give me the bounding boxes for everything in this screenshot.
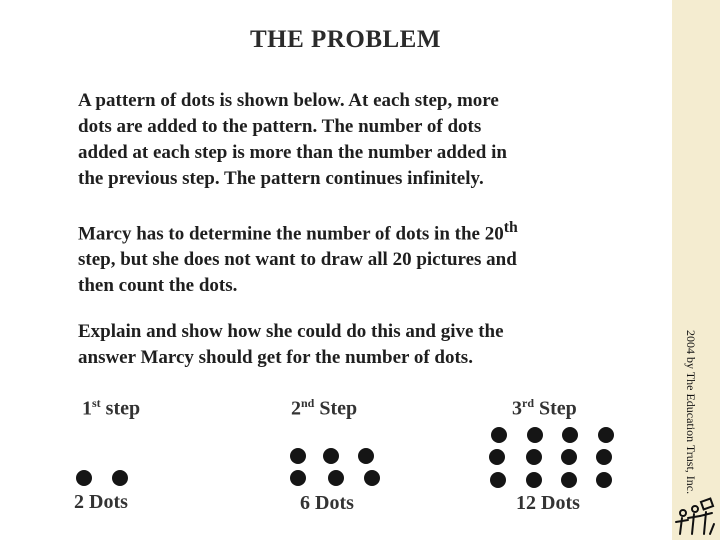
dot (323, 448, 339, 464)
page-title: THE PROBLEM (250, 26, 441, 53)
dot (112, 470, 128, 486)
problem-line: dots are added to the pattern. The number of dots (78, 116, 482, 137)
step-3-count: 12 Dots (516, 492, 580, 514)
dot (364, 470, 380, 486)
step-number: 1 (82, 397, 92, 420)
step-1-dots (76, 470, 128, 486)
dot (596, 449, 612, 465)
dot (489, 449, 505, 465)
dot (290, 448, 306, 464)
task-line-text: Marcy has to determine the number of dots in the 20 (78, 223, 504, 245)
dot (290, 470, 306, 486)
dot (491, 427, 507, 443)
education-trust-logo-icon (672, 494, 718, 538)
copyright-notice: 2004 by The Education Trust, Inc. (684, 330, 698, 495)
dot (328, 470, 344, 486)
problem-line: A pattern of dots is shown below. At each step, more (78, 90, 499, 111)
ordinal-suffix: rd (522, 396, 534, 410)
question-line: Explain and show how she could do this and give the (78, 321, 504, 342)
step-word: Step (539, 397, 577, 420)
task-line: step, but she does not want to draw all 20 pictures and (78, 249, 517, 271)
step-3-dots (489, 427, 614, 488)
dot (598, 427, 614, 443)
step-word: Step (319, 397, 358, 420)
step-1-count: 2 Dots (74, 491, 128, 513)
ordinal-suffix: st (92, 396, 101, 410)
task-line: then count the dots. (78, 275, 238, 297)
dot (76, 470, 92, 486)
step-word: step (105, 397, 141, 420)
dot (561, 449, 577, 465)
step-number: 2 (291, 397, 301, 420)
problem-line: added at each step is more than the number added in (78, 142, 507, 163)
dot (596, 472, 612, 488)
problem-line: the previous step. The pattern continues infinitely. (78, 168, 484, 189)
dot (527, 427, 543, 443)
question-line: answer Marcy should get for the number of dots. (78, 347, 473, 368)
dot (526, 472, 542, 488)
dot (561, 472, 577, 488)
step-number: 3 (512, 397, 522, 420)
dot (526, 449, 542, 465)
dot (562, 427, 578, 443)
dot (358, 448, 374, 464)
step-2-count: 6 Dots (300, 492, 354, 514)
step-2-dots (290, 448, 380, 486)
ordinal-suffix: th (503, 219, 518, 236)
dot (490, 472, 506, 488)
ordinal-suffix: nd (301, 396, 315, 410)
